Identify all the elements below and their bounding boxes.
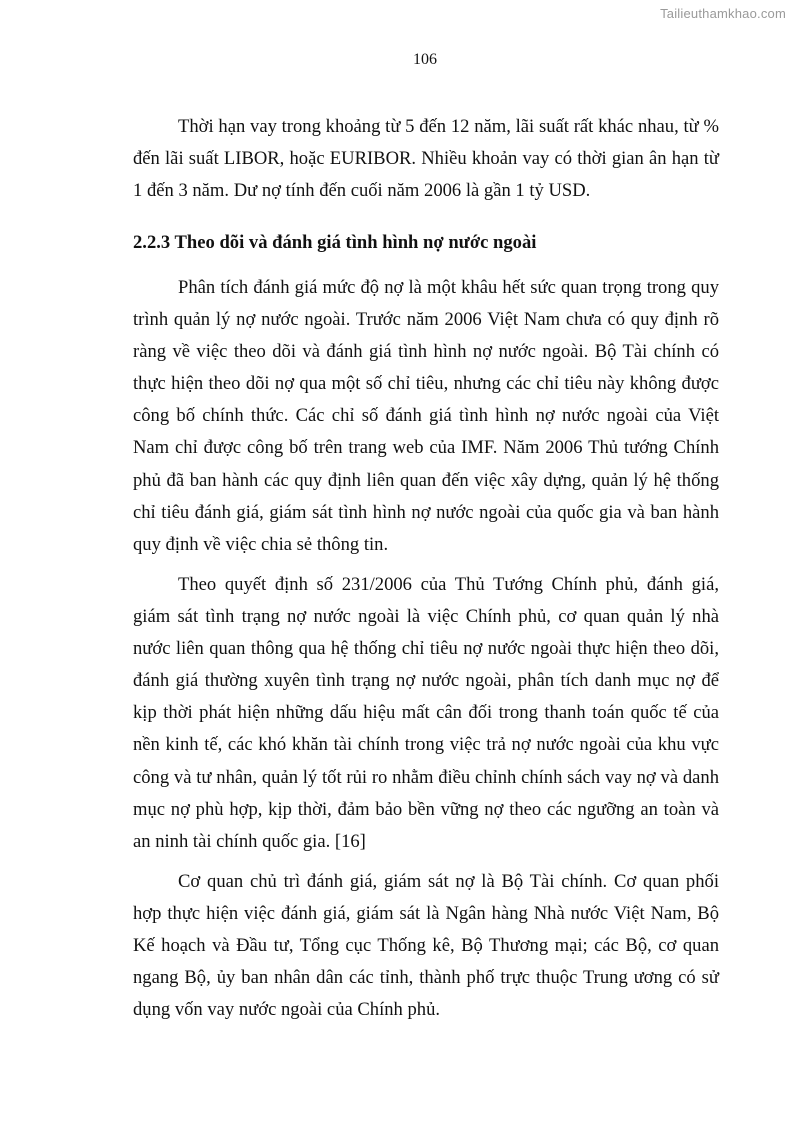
text-line: hợp thực hiện việc đánh giá, giám sát là Ngân hàng Nhà nước Việt Nam, Bộ <box>133 903 719 925</box>
paragraph <box>133 111 719 207</box>
text-line: 1 đến 3 năm. Dư nợ tính đến cuối năm 2006 là gần 1 tỷ USD. <box>133 180 591 202</box>
page-number: 106 <box>413 51 437 68</box>
text-line: dụng vốn vay nước ngoài của Chính phủ. <box>133 999 441 1021</box>
watermark: Tailieuthamkhao.com <box>660 6 786 21</box>
text-line: mục nợ phù hợp, kịp thời, đảm bảo bền vững nợ theo các ngưỡng an toàn và <box>133 798 719 820</box>
text-line: an ninh tài chính quốc gia. [16] <box>133 830 366 852</box>
text-line: Thời hạn vay trong khoảng từ 5 đến 12 năm, lãi suất rất khác nhau, từ % <box>178 116 719 137</box>
text-line: trình quản lý nợ nước ngoài. Trước năm 2006 Việt Nam chưa có quy định rõ <box>133 309 719 331</box>
section-heading: 2.2.3 Theo dõi và đánh giá tình hình nợ nước ngoài <box>133 232 537 253</box>
text-line: ngang Bộ, ủy ban nhân dân các tỉnh, thành phố trực thuộc Trung ương có sử <box>133 967 719 989</box>
text-line: ràng về việc theo dõi và đánh giá tình hình nợ nước ngoài. Bộ Tài chính có <box>133 341 719 363</box>
text-line: Cơ quan chủ trì đánh giá, giám sát nợ là Bộ Tài chính. Cơ quan phối <box>178 871 719 892</box>
text-line: quy định về việc chia sẻ thông tin. <box>133 533 389 555</box>
text-line: chỉ tiêu đánh giá, giám sát tình hình nợ nước ngoài của quốc gia và ban hành <box>133 501 719 523</box>
text-line: Theo quyết định số 231/2006 của Thủ Tướng Chính phủ, đánh giá, <box>178 574 719 595</box>
text-line: phủ đã ban hành các quy định liên quan đến việc xây dựng, quản lý hệ thống <box>133 469 719 491</box>
text-line: Kế hoạch và Đầu tư, Tổng cục Thống kê, Bộ Thương mại; các Bộ, cơ quan <box>133 935 719 957</box>
text-line: kịp thời phát hiện những dấu hiệu mất cân đối trong thanh toán quốc tế của <box>133 702 719 724</box>
paragraph <box>133 569 719 858</box>
text-line: giám sát tình trạng nợ nước ngoài là việc Chính phủ, cơ quan quản lý nhà <box>133 606 719 628</box>
text-line: công và tư nhân, quản lý tốt rủi ro nhằm điều chỉnh chính sách vay nợ và danh <box>133 766 719 788</box>
text-line: Phân tích đánh giá mức độ nợ là một khâu hết sức quan trọng trong quy <box>178 277 719 298</box>
text-line: Nam chỉ được công bố trên trang web của IMF. Năm 2006 Thủ tướng Chính <box>133 437 719 459</box>
text-line: đến lãi suất LIBOR, hoặc EURIBOR. Nhiều khoản vay có thời gian ân hạn từ <box>133 148 719 170</box>
text-line: công bố chính thức. Các chỉ số đánh giá tình hình nợ nước ngoài của Việt <box>133 405 719 427</box>
text-line: đánh giá thường xuyên tình trạng nợ nước ngoài, phân tích danh mục nợ để <box>133 670 719 692</box>
text-line: thực hiện theo dõi nợ qua một số chỉ tiêu, nhưng các chỉ tiêu này không được <box>133 373 719 395</box>
paragraph <box>133 866 719 1026</box>
text-line: nước liên quan thông qua hệ thống chỉ tiêu nợ nước ngoài thực hiện theo dõi, <box>133 638 719 660</box>
text-line: nền kinh tế, các khó khăn tài chính trong việc trả nợ nước ngoài của khu vực <box>133 734 719 756</box>
paragraph <box>133 272 719 561</box>
